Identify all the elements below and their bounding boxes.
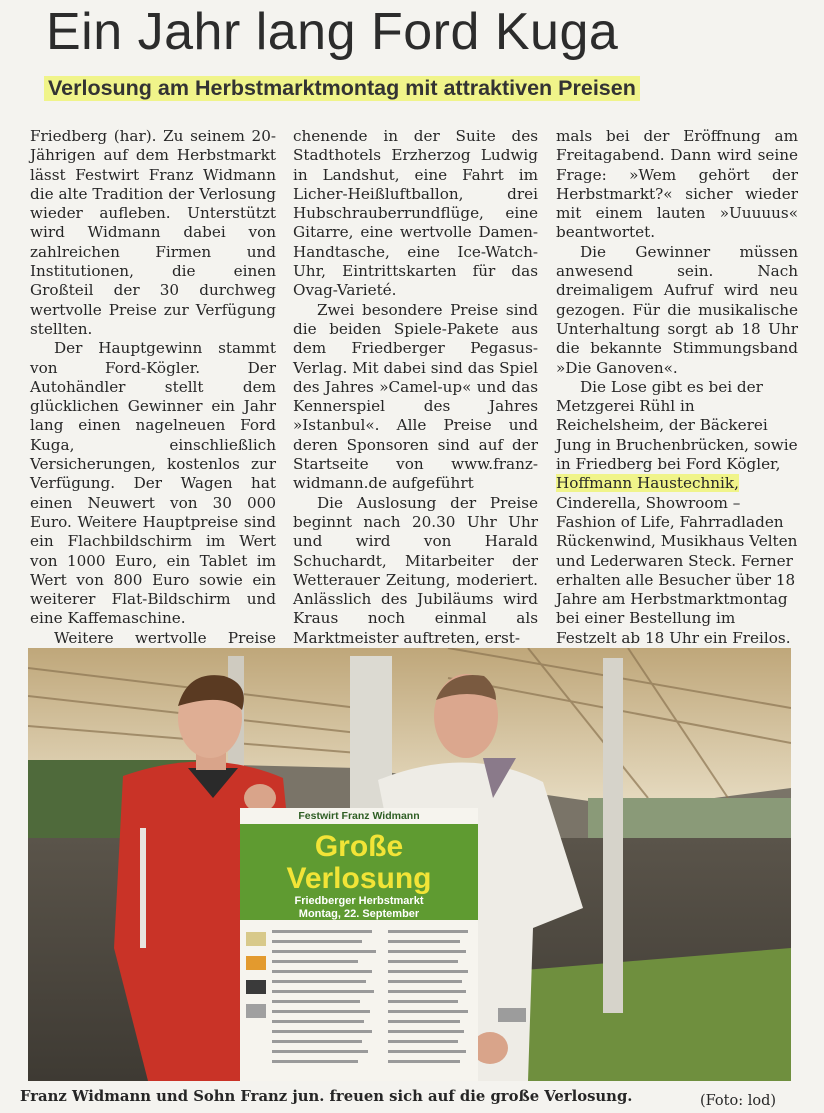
paragraph: Die Auslosung der Preise beginnt nach 20.30 Uhr Uhr und wird von Harald Schuchardt, Mitarbeiter der Wetterauer Zeitung, moderiert. Anlässlich des Jubiläums wird Kraus noch einmal als Marktmeister auftreten, erst- [293, 493, 538, 647]
paragraph: Zwei besondere Preise sind die beiden Spiele-Pakete aus dem Friedberger Pegasus-Verlag. Mit dabei sind das Spiel des Jahres »Camel-up« und das Kennerspiel des Jahres »Istanbul«. Alle Preise und deren Sponsoren sind auf der Startseite von www.franz-widmann.de aufgeführt [293, 300, 538, 493]
paragraph: mals bei der Eröffnung am Freitagabend. Dann wird seine Frage: »Wem gehört der Herbstmarkt?« sicher wieder mit einem lauten »Uuuuus« beantwortet. [556, 127, 798, 242]
headline: Ein Jahr lang Ford Kuga [46, 3, 619, 61]
paragraph: Friedberg (har). Zu seinem 20-Jährigen auf dem Herbstmarkt lässt Festwirt Franz Widmann die alte Tradition der Verlosung wieder aufleben. Unterstützt wird Widmann dabei von zahlreichen Firmen und Institutionen, die einen Großteil der 30 durchweg wertvolle Preise zur Verfügung stellten. [30, 127, 276, 338]
tent-pole [603, 658, 623, 1013]
article-column-2 [293, 127, 538, 648]
article-photo [28, 648, 791, 1081]
paragraph [556, 378, 798, 648]
poster-title-2: Verlosung [286, 862, 432, 895]
poster-sub-2: Montag, 22. September [298, 908, 420, 920]
sponsor-logo-icon [246, 1004, 266, 1018]
highlighted-text: Hoffmann Haustechnik, [556, 474, 739, 493]
article-column-1 [30, 127, 276, 667]
article-column-3 [556, 127, 798, 648]
sponsor-logo-icon [246, 932, 266, 946]
sponsor-logo-icon [246, 956, 266, 970]
paragraph-text: Cinderella, Showroom – Fashion of Life, Fahrradladen Rückenwind, Musikhaus Velten und Lederwaren Steck. Ferner erhalten alle Besucher über 18 Jahre am Herbstmarktmontag bei einer Bestellung im Festzelt ab 18 Uhr ein Freilos. [556, 493, 798, 647]
poster-top: Festwirt Franz Widmann [298, 810, 420, 822]
paragraph: Weitere wertvolle Preise [54, 628, 276, 647]
sponsor-logo-icon [246, 980, 266, 994]
photo-scene [28, 648, 791, 1081]
photo-credit: (Foto: lod) [700, 1093, 777, 1109]
poster [240, 808, 478, 1081]
paragraph: chenende in der Suite des Stadthotels Erzherzog Ludwig in Landshut, eine Fahrt im Licher-Heißluftballon, drei Hubschrauberrundflüge, eine Gitarre, eine wertvolle Damen-Handtasche, eine Ice-Watch-Uhr, Eintrittskarten für das Ovag-Varieté. [293, 127, 538, 300]
paragraph: Der Hauptgewinn stammt von Ford-Kögler. Der Autohändler stellt dem glücklichen Gewinner ein Jahr lang einen nagelneuen Ford Kuga, einschließlich Versicherungen, kostenlos zur Verfügung. Der Wagen hat einen Neuwert von 30 000 Euro. Weitere Hauptpreise sind ein Flachbildschirm im Wert von 1000 Euro, ein Tablet im Wert von 800 Euro sowie ein weiterer Flat-Bildschirm und eine Kaffemaschine. [30, 339, 276, 628]
poster-sub-1: Friedberger Herbstmarkt [294, 895, 424, 907]
poster-title-1: Große [314, 830, 404, 863]
subheadline: Verlosung am Herbstmarktmontag mit attraktiven Preisen [44, 76, 640, 101]
photo-caption: Franz Widmann und Sohn Franz jun. freuen sich auf die große Verlosung. [20, 1088, 633, 1105]
paragraph: Die Gewinner müssen anwesend sein. Nach dreimaligem Aufruf wird neu gezogen. Für die musikalische Unterhaltung sorgt ab 18 Uhr die bekannte Stimmungsband »Die Ganoven«. [556, 242, 798, 377]
paragraph-text: Die Lose gibt es bei der Metzgerei Rühl in Reichelsheim, der Bäckerei Jung in Bruchenbrücken, sowie in Friedberg bei Ford Kögler, [556, 377, 798, 474]
